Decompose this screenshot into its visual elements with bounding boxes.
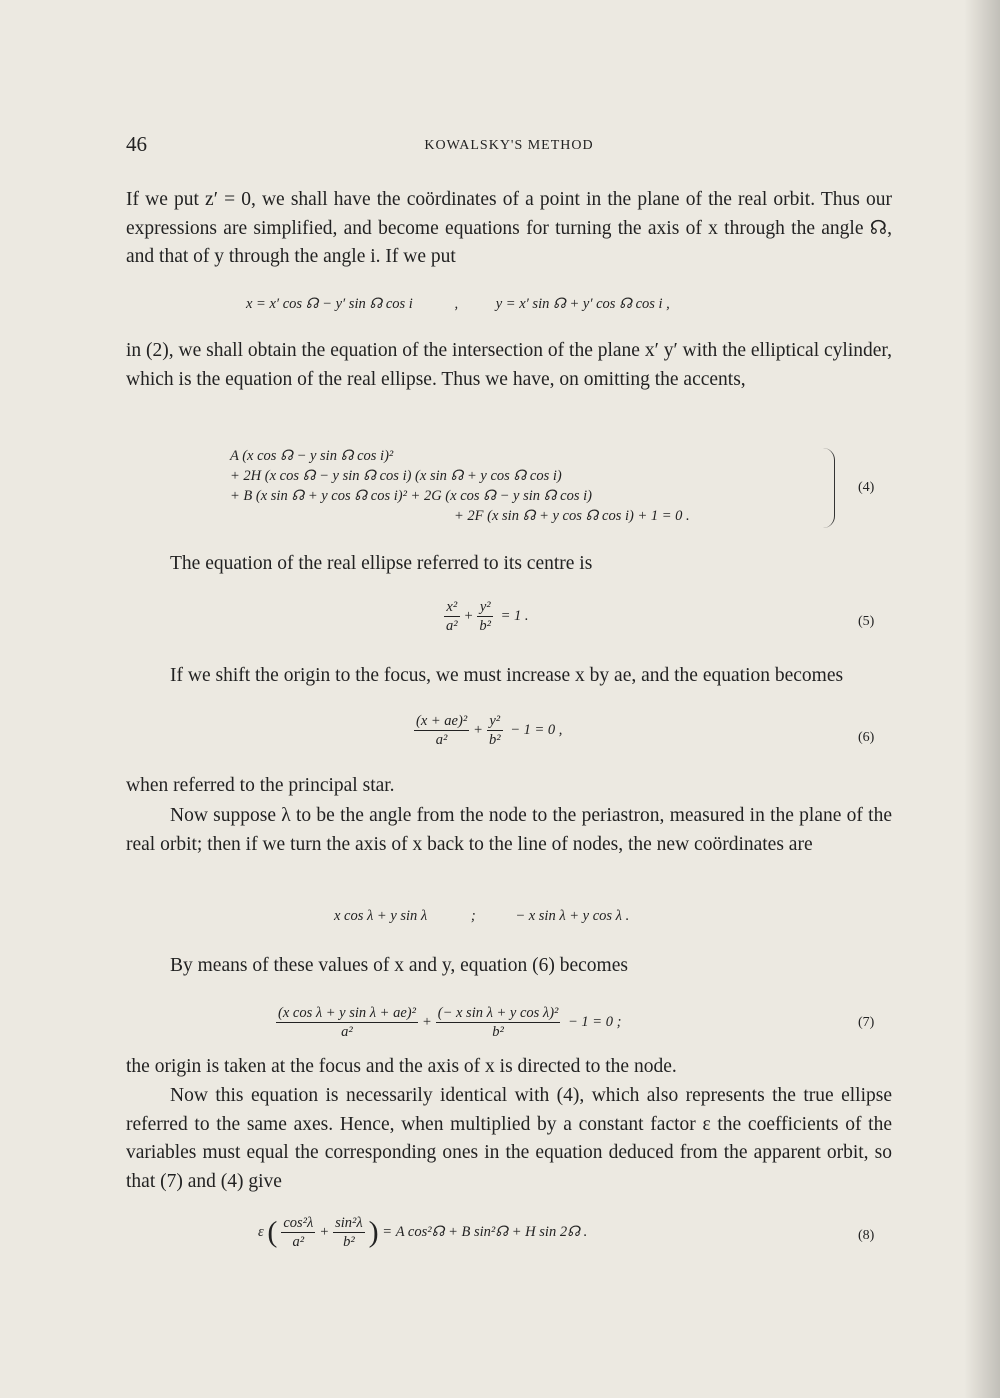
- eq8-fraction-sin: $\frac{\text{sin²λ}}{\text{b²}}$: [335, 1215, 363, 1250]
- paragraph-3: The equation of the real ellipse referred to its centre is: [170, 553, 593, 574]
- transform-separator: ,: [454, 296, 459, 312]
- running-title: KOWALSKY'S METHOD: [424, 138, 594, 153]
- equation-8-label: (8): [858, 1228, 875, 1243]
- paragraph-1: If we put z′ = 0, we shall have the coördinates of a point in the plane of the real orbit. Thus our expressions are simplified, and become equations for turning the axis of x through the angle ☊, and that of y through the angle i. If we put: [126, 189, 892, 267]
- coords-separator: ;: [470, 908, 476, 924]
- equation-5-label: (5): [858, 614, 875, 629]
- eq8-plus: +: [319, 1223, 330, 1240]
- paragraph-8: the origin is taken at the focus and the axis of x is directed to the node.: [126, 1056, 677, 1077]
- equation-8: [258, 1214, 587, 1251]
- page-edge-shadow: [964, 0, 1000, 1398]
- equation-transform: [246, 294, 670, 314]
- eq5-plus: +: [463, 607, 474, 624]
- eq6-rhs: − 1 = 0 ,: [510, 721, 563, 738]
- equation-4-label: (4): [858, 480, 875, 495]
- eq8-epsilon: ε: [258, 1223, 264, 1240]
- equation-6-label: (6): [858, 730, 875, 745]
- eq8-right-paren: ): [368, 1215, 379, 1249]
- coords-a: x cos λ + y sin λ: [334, 908, 428, 924]
- eq6-fraction-x: $\frac{\text{(x + ae)²}}{\text{a²}}$: [416, 713, 468, 748]
- transform-x: x = x′ cos ☊ − y′ sin ☊ cos i: [246, 296, 413, 312]
- page-header: [126, 132, 892, 162]
- paragraph-6: Now suppose λ to be the angle from the node to the periastron, measured in the plane of the real orbit; then if we turn the axis of x back to the line of nodes, the new coördinates are: [126, 805, 892, 855]
- eq6-plus: +: [473, 721, 483, 738]
- eq5-fraction-y: $\frac{\text{y²}}{\text{b²}}$: [479, 599, 492, 634]
- transform-y: y = x′ sin ☊ + y′ cos ☊ cos i ,: [495, 296, 670, 312]
- eq8-rhs: = A cos²☊ + B sin²☊ + H sin 2☊ .: [382, 1223, 588, 1240]
- coords-b: − x sin λ + y cos λ .: [515, 908, 630, 924]
- eq7-fraction-2: $\frac{\text{(− x sin λ + y cos λ)²}}{\text{b²}}$: [437, 1005, 559, 1040]
- paragraph-4: If we shift the origin to the focus, we must increase x by ae, and the equation becomes: [170, 665, 844, 686]
- eq7-rhs: − 1 = 0 ;: [568, 1013, 622, 1030]
- eq4-line-4: + 2F (x sin ☊ + y cos ☊ cos i) + 1 = 0 .: [454, 508, 690, 524]
- eq8-fraction-cos: $\frac{\text{cos²λ}}{\text{a²}}$: [283, 1215, 314, 1250]
- eq8-left-paren: (: [267, 1215, 278, 1249]
- eq5-rhs: = 1 .: [500, 607, 529, 624]
- paragraph-7: By means of these values of x and y, equation (6) becomes: [170, 955, 628, 976]
- equation-7-label: (7): [858, 1015, 875, 1030]
- equation-7: [272, 1004, 621, 1041]
- eq4-line-1: A (x cos ☊ − y sin ☊ cos i)²: [230, 448, 394, 464]
- equation-5: [440, 598, 529, 635]
- equation-6: [410, 712, 562, 749]
- eq4-line-2: + 2H (x cos ☊ − y sin ☊ cos i) (x sin ☊ + y cos ☊ cos i): [230, 468, 562, 484]
- paragraph-9: Now this equation is necessarily identical with (4), which also represents the true ellipse referred to the same axes. Hence, when multiplied by a constant factor ε the coefficients of the variables must equal the corresponding ones in the equation deduced from the apparent orbit, so that (7) and (4) give: [126, 1085, 892, 1192]
- paragraph-5: when referred to the principal star.: [126, 775, 395, 796]
- eq4-line-3: + B (x sin ☊ + y cos ☊ cos i)² + 2G (x cos ☊ − y sin ☊ cos i): [230, 488, 592, 504]
- equation-4-brace: [820, 448, 835, 528]
- eq6-fraction-y: $\frac{\text{y²}}{\text{b²}}$: [488, 713, 501, 748]
- eq7-plus: +: [421, 1013, 432, 1030]
- eq7-fraction-1: $\frac{\text{(x cos λ + y sin λ + ae)²}}{\text{a²}}$: [278, 1005, 416, 1040]
- equation-4: [230, 446, 690, 526]
- eq5-fraction-x: $\frac{\text{x²}}{\text{a²}}$: [446, 599, 458, 634]
- page-number: 46: [126, 132, 147, 156]
- paragraph-2: in (2), we shall obtain the equation of the intersection of the plane x′ y′ with the elliptical cylinder, which is the equation of the real ellipse. Thus we have, on omitting the accents,: [126, 340, 892, 390]
- equation-coords: [334, 906, 629, 926]
